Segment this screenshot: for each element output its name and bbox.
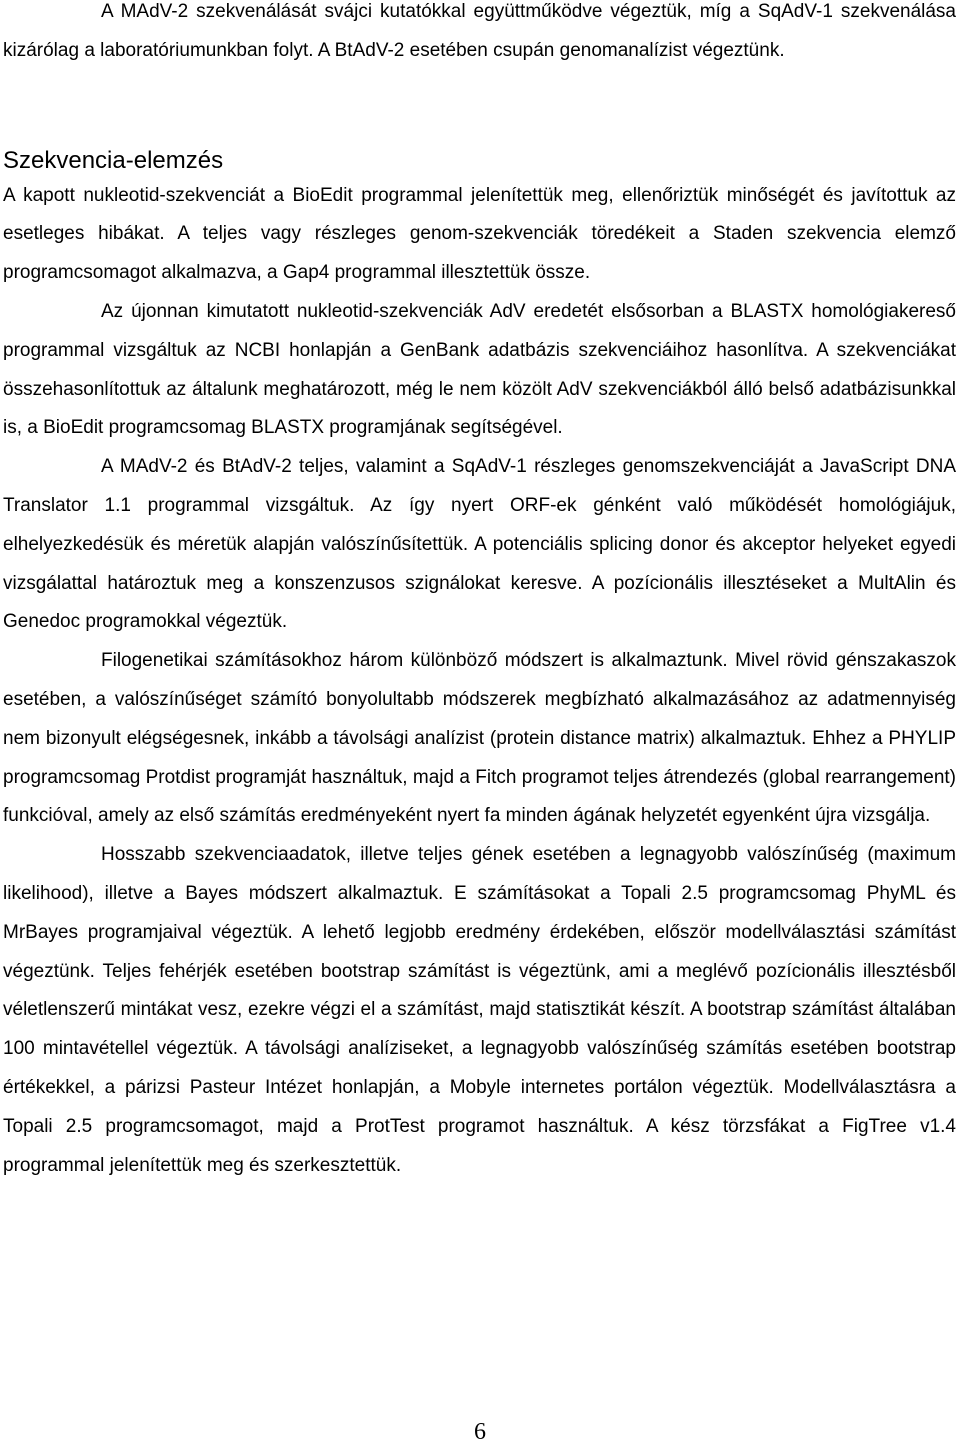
intro-paragraph: A MAdV-2 szekvenálását svájci kutatókkal együttműködve végeztük, míg a SqAdV-1 szekvenálása kizárólag a laboratóriumunkban folyt. A BtAdV-2 esetében csupán genomanalízist végeztünk. bbox=[3, 1, 956, 61]
paragraph-bioedit: A kapott nukleotid-szekvenciát a BioEdit programmal jelenítettük meg, ellenőriztük minőségét és javítottuk az esetleges hibákat. A teljes vagy részleges genom-szekvenciák töredékeit a Staden szekvencia elemző programcsomagot alkalmazva, a Gap4 programmal illesztettük össze. bbox=[3, 184, 956, 284]
paragraph-phylogenetics: Filogenetikai számításokhoz három különböző módszert is alkalmaztunk. Mivel rövid génszakaszok esetében, a valószínűséget számító bonyolultabb módszerek megbízható alkalmazásához az adatmennyiség nem bizonyult elégségesnek, inkább a távolsági analízist (protein distance matrix) alkalmaztuk. Ehhez a PHYLIP programcsomag Protdist programját használtuk, majd a Fitch programot teljes átrendezés (global rearrangement) funkcióval, amely az első számítás eredményeként nyert fa minden ágának helyzetét egyenként újra vizsgálja. bbox=[3, 650, 956, 827]
section-heading: Szekvencia-elemzés bbox=[3, 146, 224, 174]
paragraph-blastx: Az újonnan kimutatott nukleotid-szekvenciák AdV eredetét elsősorban a BLASTX homológiakereső programmal vizsgáltuk az NCBI honlapján a GenBank adatbázis szekvenciáihoz hasonlítva. A szekvenciákat összehasonlítottuk az általunk meghatározott, még le nem közölt AdV szekvenciákból álló belső adatbázisunkkal is, a BioEdit programcsomag BLASTX programjának segítségével. bbox=[3, 300, 956, 439]
paragraph-maximum-likelihood: Hosszabb szekvenciaadatok, illetve teljes gének esetében a legnagyobb valószínűség (maximum likelihood), illetve a Bayes módszert alkalmaztuk. E számításokat a Topali 2.5 programcsomag PhyML és MrBayes programjaival végeztük. A lehető legjobb eredmény érdekében, először modellválasztási számítást végeztünk. Teljes fehérjék esetében bootstrap számítást is végeztünk, ami a meglévő pozícionális illesztésből véletlenszerű mintákat vesz, ezekre végzi el a számítást, majd statisztikát készít. A bootstrap számítást általában 100 mintavétellel végeztük. A távolsági analíziseket, a legnagyobb valószínűség számítás esetében bootstrap értékekkel, a párizsi Pasteur Intézet honlapján, a Mobyle internetes portálon végeztük. Modellválasztásra a Topali 2.5 programcsomagot, majd a ProtTest programot használtuk. A kész törzsfákat a FigTree v1.4 programmal jelenítettük meg és szerkesztettük. bbox=[3, 844, 956, 1176]
page-number: 6 bbox=[474, 1419, 486, 1445]
paragraph-orf-analysis: A MAdV-2 és BtAdV-2 teljes, valamint a SqAdV-1 részleges genomszekvenciáját a JavaScript DNA Translator 1.1 programmal vizsgáltuk. Az így nyert ORF-ek génként való működését homológiájuk, elhelyezkedésük és méretük alapján valószínűsítettük. A potenciális splicing donor és akceptor helyeket egyedi vizsgálattal határoztuk meg a konszenzusos szignálokat keresve. A pozícionális illesztéseket a MultAlin és Genedoc programokkal végeztük. bbox=[3, 456, 956, 633]
document-page bbox=[3, 0, 956, 1185]
